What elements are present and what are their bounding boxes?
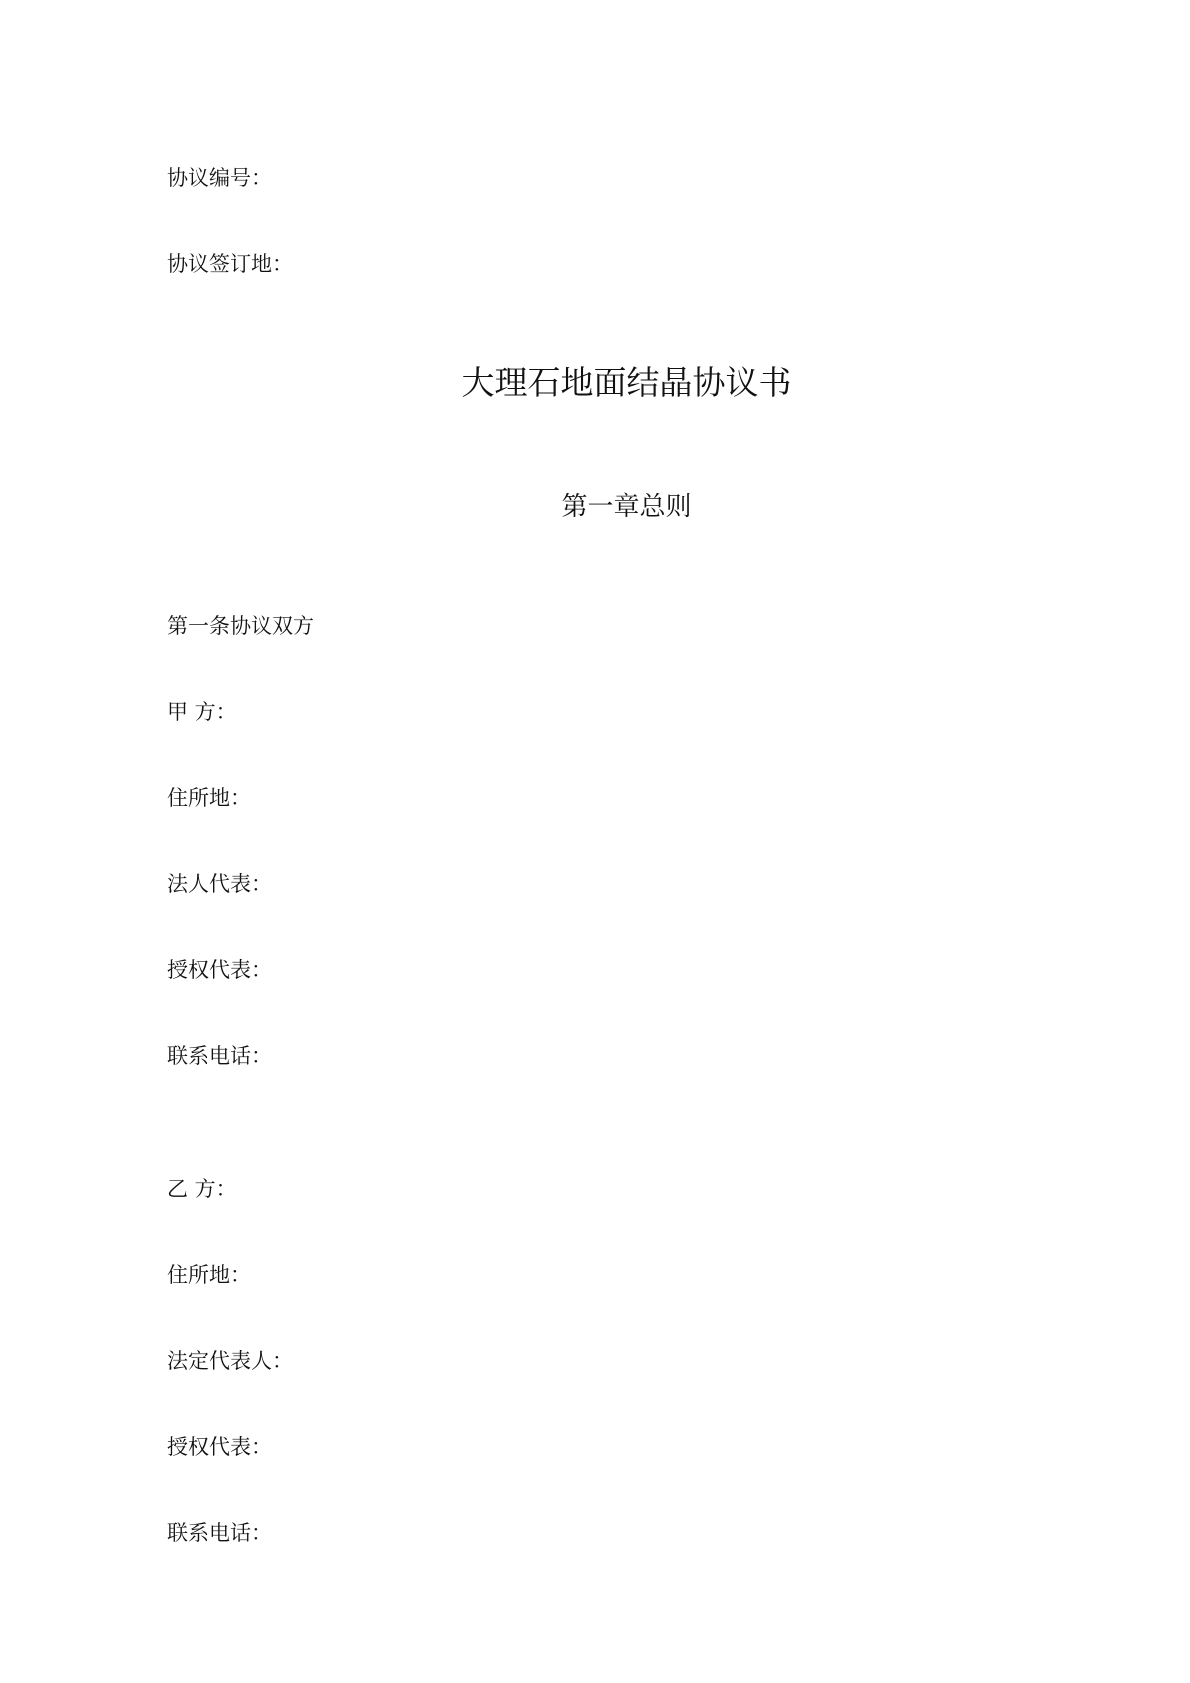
- party-a-label: 甲 方：: [167, 700, 237, 724]
- party-a-phone-label: 联系电话：: [167, 1044, 272, 1068]
- chapter-heading: 第一章总则: [561, 492, 692, 522]
- party-b-label: 乙 方：: [167, 1177, 237, 1201]
- signing-place-label: 协议签订地：: [167, 252, 293, 276]
- party-b-address-label: 住所地：: [167, 1263, 251, 1287]
- document-title: 大理石地面结晶协议书: [461, 363, 792, 402]
- agreement-number-label: 协议编号：: [167, 166, 272, 190]
- party-a-address-label: 住所地：: [167, 786, 251, 810]
- party-a-legal-rep-label: 法人代表：: [167, 872, 272, 896]
- party-b-phone-label: 联系电话：: [167, 1521, 272, 1545]
- article-heading: 第一条协议双方: [167, 614, 314, 638]
- party-a-authorized-rep-label: 授权代表：: [167, 958, 272, 982]
- party-b-legal-rep-label: 法定代表人：: [167, 1349, 293, 1373]
- party-b-authorized-rep-label: 授权代表：: [167, 1435, 272, 1459]
